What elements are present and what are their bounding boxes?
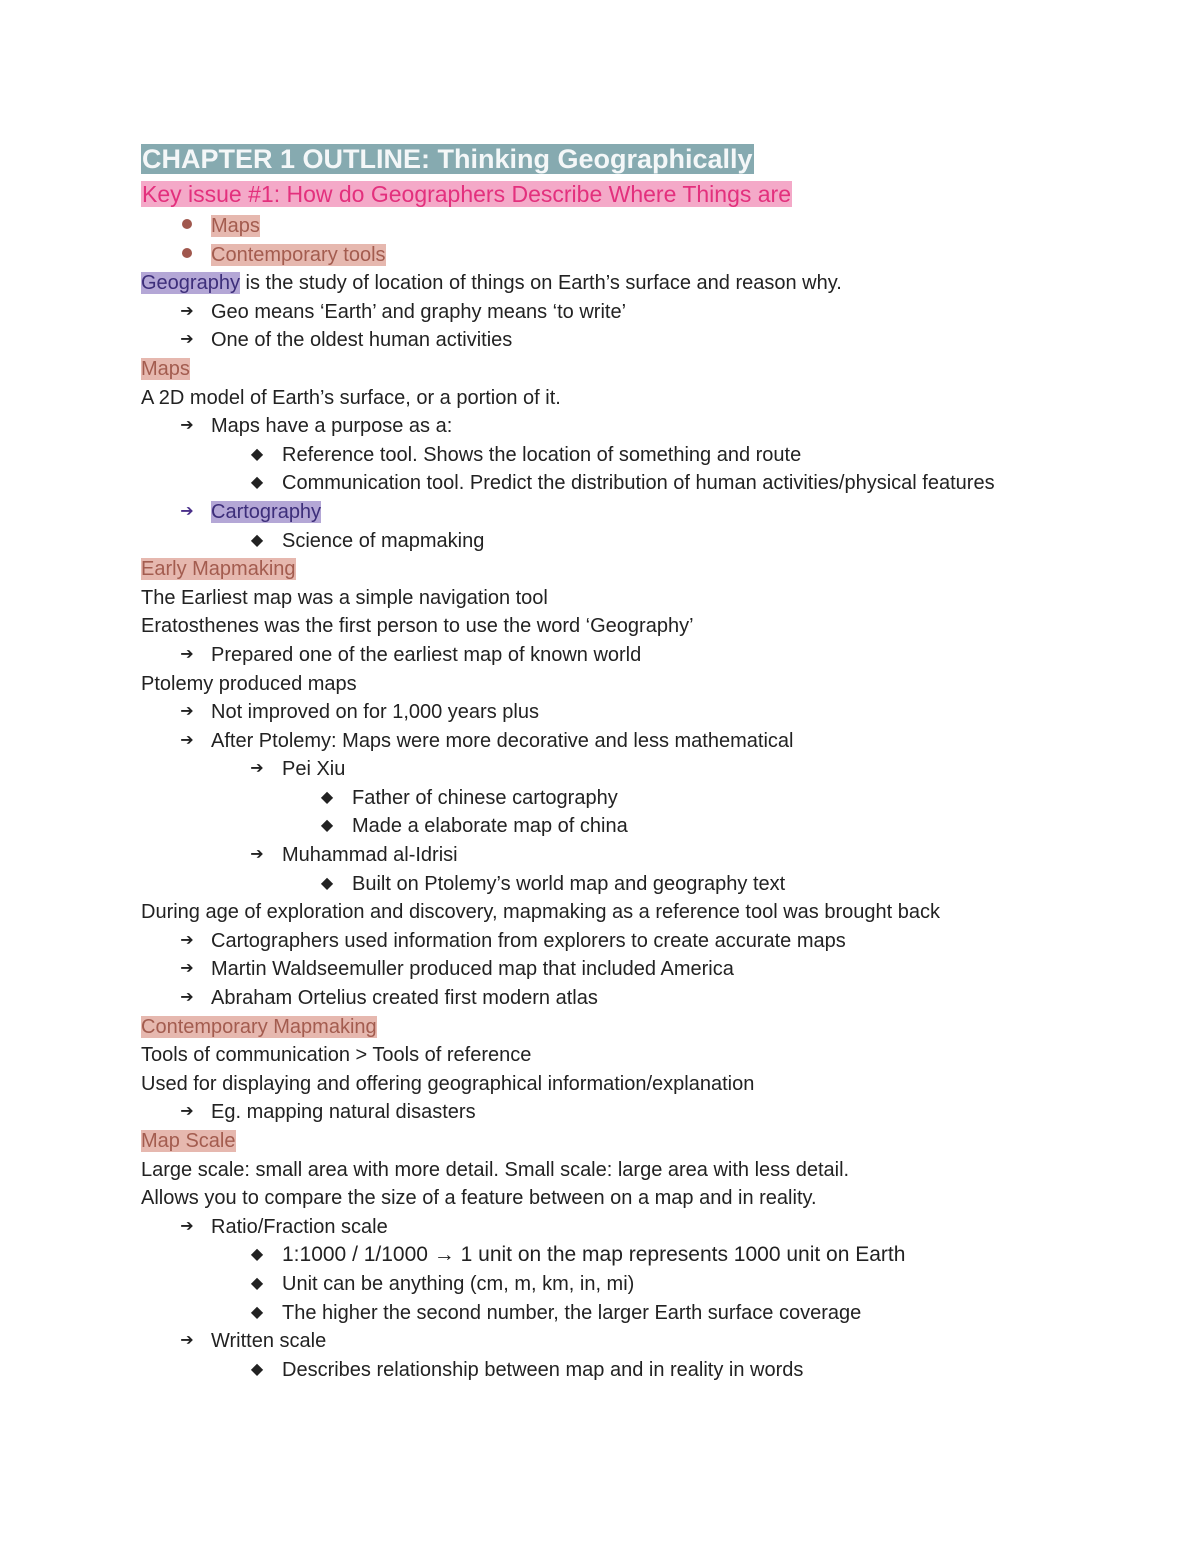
geography-term: Geography [141,272,240,295]
list-item: ◆ Science of mapmaking [141,527,1101,556]
list-item: ➔ After Ptolemy: Maps were more decorative and less mathematical [141,727,1101,756]
paragraph: During age of exploration and discovery, mapmaking as a reference tool was brought back [141,901,940,924]
list-item: ➔ Cartographers used information from explorers to create accurate maps [141,927,1101,956]
bullet-dot-icon [175,212,199,241]
arrow-bullet-icon: ➔ [180,1217,194,1235]
cartography-term: Cartography [211,500,322,523]
list-item: ◆ Communication tool. Predict the distribution of human activities/physical features [141,469,1101,498]
list-item: ◆ Describes relationship between map and in reality in words [141,1356,1101,1385]
section-heading-early-mapmaking: Early Mapmaking [141,558,296,581]
list-item: ◆ Built on Ptolemy’s world map and geography text [141,870,1101,899]
arrow-bullet-icon: ➔ [180,731,194,749]
list-item: ➔ Not improved on for 1,000 years plus [141,698,1101,727]
arrow-bullet-icon: ➔ [180,302,194,320]
list-item: Contemporary tools [141,241,1101,270]
geography-definition: Geography is the study of location of things on Earth’s surface and reason why. [141,272,842,295]
paragraph: Eratosthenes was the first person to use the word ‘Geography’ [141,615,694,638]
list-item: ◆ Made a elaborate map of china [141,812,1101,841]
paragraph: Tools of communication > Tools of reference [141,1044,532,1067]
list-item [141,498,1101,527]
arrow-bullet-icon: ➔ [180,331,194,349]
list-item: ➔ Written scale [141,1327,1101,1356]
list-item: Maps [141,212,1101,241]
list-item: ➔ One of the oldest human activities [141,326,1101,355]
list-item: ◆ The higher the second number, the larger Earth surface coverage [141,1299,1101,1328]
paragraph: Allows you to compare the size of a feature between on a map and in reality. [141,1187,817,1210]
diamond-bullet-icon: ◆ [250,531,264,549]
paragraph: The Earliest map was a simple navigation tool [141,586,548,609]
list-item: ◆ Reference tool. Shows the location of something and route [141,441,1101,470]
diamond-bullet-icon: ◆ [250,1274,264,1292]
key-issue-heading: Key issue #1: How do Geographers Describe Where Things are [142,181,792,207]
paragraph: A 2D model of Earth’s surface, or a portion of it. [141,386,561,409]
section-heading-contemporary-mapmaking: Contemporary Mapmaking [141,1015,377,1038]
list-item: ➔ Pei Xiu [141,755,1101,784]
diamond-bullet-icon: ◆ [320,788,334,806]
arrow-bullet-icon: ➔ [250,846,264,864]
list-item: ➔ Maps have a purpose as a: [141,412,1101,441]
paragraph: Large scale: small area with more detail. Small scale: large area with less detail. [141,1158,850,1181]
diamond-bullet-icon: ◆ [250,1246,264,1264]
paragraph: Used for displaying and offering geographical information/explanation [141,1072,755,1095]
arrow-bullet-icon: ➔ [180,931,194,949]
page-title: CHAPTER 1 OUTLINE: Thinking Geographically [142,144,753,174]
diamond-bullet-icon: ◆ [250,474,264,492]
diamond-bullet-icon: ◆ [320,874,334,892]
list-item: ➔ Prepared one of the earliest map of known world [141,641,1101,670]
arrow-bullet-icon: ➔ [180,502,194,520]
list-item: ➔ Geo means ‘Earth’ and graphy means ‘to write’ [141,298,1101,327]
bullet-dot-icon [175,241,199,270]
list-item: ◆ Unit can be anything (cm, m, km, in, mi) [141,1270,1101,1299]
arrow-bullet-icon: ➔ [250,760,264,778]
arrow-bullet-icon: ➔ [180,960,194,978]
diamond-bullet-icon: ◆ [250,1360,264,1378]
list-item: ◆ 1:1000 / 1/1000 → 1 unit on the map represents 1000 unit on Earth [141,1241,1101,1270]
list-item: ➔ Muhammad al-Idrisi [141,841,1101,870]
document-page [141,140,1101,1384]
list-item: ➔ Ratio/Fraction scale [141,1213,1101,1242]
diamond-bullet-icon: ◆ [320,817,334,835]
section-heading-map-scale: Map Scale [141,1130,236,1152]
list-item: ◆ Father of chinese cartography [141,784,1101,813]
arrow-bullet-icon: ➔ [180,703,194,721]
arrow-bullet-icon: ➔ [180,1332,194,1350]
list-item: ➔ Martin Waldseemuller produced map that included America [141,955,1101,984]
list-item: ➔ Eg. mapping natural disasters [141,1098,1101,1127]
arrow-bullet-icon: ➔ [180,989,194,1007]
diamond-bullet-icon: ◆ [250,1303,264,1321]
paragraph: Ptolemy produced maps [141,672,357,695]
arrow-bullet-icon: ➔ [180,1103,194,1121]
arrow-bullet-icon: ➔ [180,417,194,435]
diamond-bullet-icon: ◆ [250,445,264,463]
arrow-bullet-icon: ➔ [180,645,194,663]
list-item: ➔ Abraham Ortelius created first modern atlas [141,984,1101,1013]
section-heading-maps: Maps [141,357,190,380]
